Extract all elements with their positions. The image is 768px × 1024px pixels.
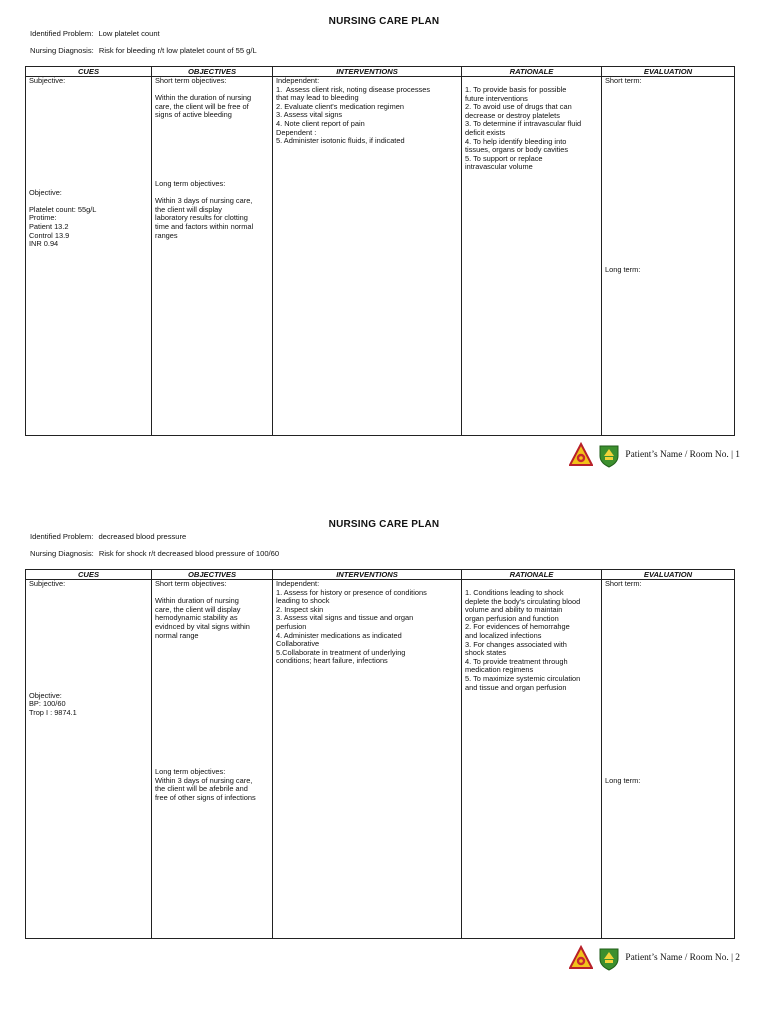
rationale-line: future interventions [465, 93, 528, 103]
diagnosis-label: Nursing Diagnosis: [30, 46, 94, 55]
objective-line: Within the duration of nursing [155, 93, 252, 103]
problem-value: Low platelet count [98, 29, 160, 38]
intervention-line: 4. Administer medications as indicated [276, 630, 402, 640]
rationale-line: 4. To help identify bleeding into [465, 136, 567, 146]
nursing-diagnosis [30, 549, 279, 558]
objective-line: normal range [155, 630, 199, 640]
short-term-objectives-label: Short term objectives: [155, 76, 227, 85]
diagnosis-value: Risk for bleeding r/t low platelet count of 55 g/L [98, 46, 257, 55]
rationale-line: 3. To determine if intravascular fluid [465, 119, 582, 129]
rationale-line: 4. To provide treatment through [465, 656, 568, 666]
care-plan-table [25, 66, 735, 436]
objective-line: care, the client will be free of [155, 101, 249, 111]
long-term-evaluation-label: Long term: [605, 775, 641, 785]
table-header-row [26, 570, 735, 580]
objective-line: the client will be afebrile and [155, 784, 248, 794]
intervention-line: perfusion [276, 621, 307, 631]
header-interventions: INTERVENTIONS [273, 67, 462, 77]
header-objectives: OBJECTIVES [152, 67, 273, 77]
table-header-row [26, 67, 735, 77]
objective-line: evidnced by vital signs within [155, 621, 250, 631]
diagnosis-value: Risk for shock r/t decreased blood pressure of 100/60 [98, 549, 280, 558]
rationale-line: deplete the body's circulating blood [465, 596, 581, 606]
intervention-line: Collaborative [276, 639, 320, 649]
problem-label: Identified Problem: [30, 532, 94, 541]
objective-line: time and factors within normal [155, 221, 254, 231]
rationale-line: tissues, organs or body cavities [465, 145, 569, 155]
objective-line: signs of active bleeding [155, 110, 232, 120]
identified-problem [30, 532, 186, 541]
header-objectives: OBJECTIVES [152, 570, 273, 580]
cue-item: Trop I : 9874.1 [29, 707, 77, 717]
cues-cell [26, 580, 152, 939]
objective-line: Within 3 days of nursing care, [155, 775, 253, 785]
short-term-evaluation-label: Short term: [605, 76, 642, 85]
rationale-line: 2. To avoid use of drugs that can [465, 102, 572, 112]
objective-line: hemodynamic stability as [155, 613, 238, 623]
long-term-objectives-label: Long term objectives: [155, 178, 226, 188]
intervention-line: conditions; heart failure, infections [276, 656, 388, 666]
intervention-line: 5.Collaborate in treatment of underlying [276, 647, 406, 657]
intervention-line: Independent: [276, 579, 320, 588]
objectives-cell [152, 580, 273, 939]
intervention-line: 3. Assess vital signs [276, 110, 343, 120]
cues-cell [26, 77, 152, 436]
objective-label: Objective: [29, 187, 62, 197]
problem-value: decreased blood pressure [98, 532, 187, 541]
rationale-line: and localized infections [465, 630, 542, 640]
interventions-cell [273, 77, 462, 436]
objective-label: Objective: [29, 690, 62, 700]
header-interventions: INTERVENTIONS [273, 570, 462, 580]
objective-line: the client will display [155, 204, 222, 214]
table-row [26, 77, 735, 436]
footer-text: Patient’s Name / Room No. | 2 [625, 953, 740, 963]
rationale-line: intravascular volume [465, 162, 533, 172]
table-row [26, 580, 735, 939]
page-title: NURSING CARE PLAN [328, 16, 440, 27]
intervention-line: 2. Evaluate client's medication regimen [276, 101, 404, 111]
rationale-line: 5. To support or replace [465, 153, 543, 163]
rationale-line: deficit exists [465, 127, 506, 137]
objective-line: care, the client will display [155, 604, 241, 614]
cue-item: INR 0.94 [29, 239, 59, 249]
intervention-line: Independent: [276, 76, 320, 85]
rationale-cell [462, 77, 602, 436]
subjective-label: Subjective: [29, 579, 66, 588]
cue-item: Platelet count: 55g/L [29, 204, 97, 214]
interventions-cell [273, 580, 462, 939]
rationale-line: decrease or destroy platelets [465, 110, 560, 120]
rationale-line: 2. For evidences of hemorrahge [465, 622, 570, 632]
intervention-line: that may lead to bleeding [276, 93, 359, 103]
evaluation-cell [602, 580, 735, 939]
objectives-cell [152, 77, 273, 436]
objective-line: Within 3 days of nursing care, [155, 196, 253, 206]
rationale-line: 3. For changes associated with [465, 639, 567, 649]
evaluation-cell [602, 77, 735, 436]
header-evaluation: EVALUATION [602, 67, 735, 77]
page-footer [569, 442, 740, 468]
page-footer [569, 945, 740, 971]
cue-item: Control 13.9 [29, 230, 70, 240]
short-term-evaluation-label: Short term: [605, 579, 642, 588]
footer-text: Patient’s Name / Room No. | 1 [625, 450, 740, 460]
intervention-line: 4. Note client report of pain [276, 118, 365, 128]
long-term-objectives-label: Long term objectives: [155, 767, 226, 777]
short-term-objectives-label: Short term objectives: [155, 579, 227, 588]
problem-label: Identified Problem: [30, 29, 94, 38]
rationale-line: and tissue and organ perfusion [465, 682, 567, 692]
school-seal-icon [569, 442, 593, 468]
header-cues: CUES [26, 570, 152, 580]
identified-problem [30, 29, 160, 38]
college-emblem-icon [597, 945, 621, 971]
rationale-line: medication regimens [465, 665, 534, 675]
college-emblem-icon [597, 442, 621, 468]
rationale-line: 1. Conditions leading to shock [465, 588, 564, 597]
header-cues: CUES [26, 67, 152, 77]
objective-line: Within duration of nursing [155, 596, 239, 606]
rationale-line: shock states [465, 648, 507, 658]
objective-line: laboratory results for clotting [155, 213, 248, 223]
long-term-evaluation-label: Long term: [605, 264, 641, 274]
objective-line: ranges [155, 230, 178, 240]
diagnosis-label: Nursing Diagnosis: [30, 549, 94, 558]
cue-item: Protime: [29, 213, 57, 223]
cue-item: Patient 13.2 [29, 221, 69, 231]
intervention-line: 2. Inspect skin [276, 604, 324, 614]
header-rationale: RATIONALE [462, 67, 602, 77]
rationale-line: 5. To maximize systemic circulation [465, 673, 581, 683]
rationale-line: organ perfusion and function [465, 613, 559, 623]
header-evaluation: EVALUATION [602, 570, 735, 580]
school-seal-icon [569, 945, 593, 971]
intervention-line: 5. Administer isotonic fluids, if indicated [276, 136, 405, 146]
intervention-line: 1. Assess for history or presence of conditions [276, 587, 427, 597]
cue-item: BP: 100/60 [29, 699, 66, 709]
page-title: NURSING CARE PLAN [328, 519, 440, 530]
intervention-line: 3. Assess vital signs and tissue and organ [276, 613, 414, 623]
objective-line: free of other signs of infections [155, 792, 256, 802]
nursing-diagnosis [30, 46, 257, 55]
care-plan-table [25, 569, 735, 939]
intervention-line: 1. Assess client risk, noting disease processes [276, 84, 431, 94]
subjective-label: Subjective: [29, 76, 66, 85]
rationale-line: 1. To provide basis for possible [465, 85, 567, 94]
header-rationale: RATIONALE [462, 570, 602, 580]
intervention-line: leading to shock [276, 596, 330, 606]
rationale-cell [462, 580, 602, 939]
rationale-line: volume and ability to maintain [465, 605, 563, 615]
intervention-line: Dependent : [276, 127, 317, 137]
